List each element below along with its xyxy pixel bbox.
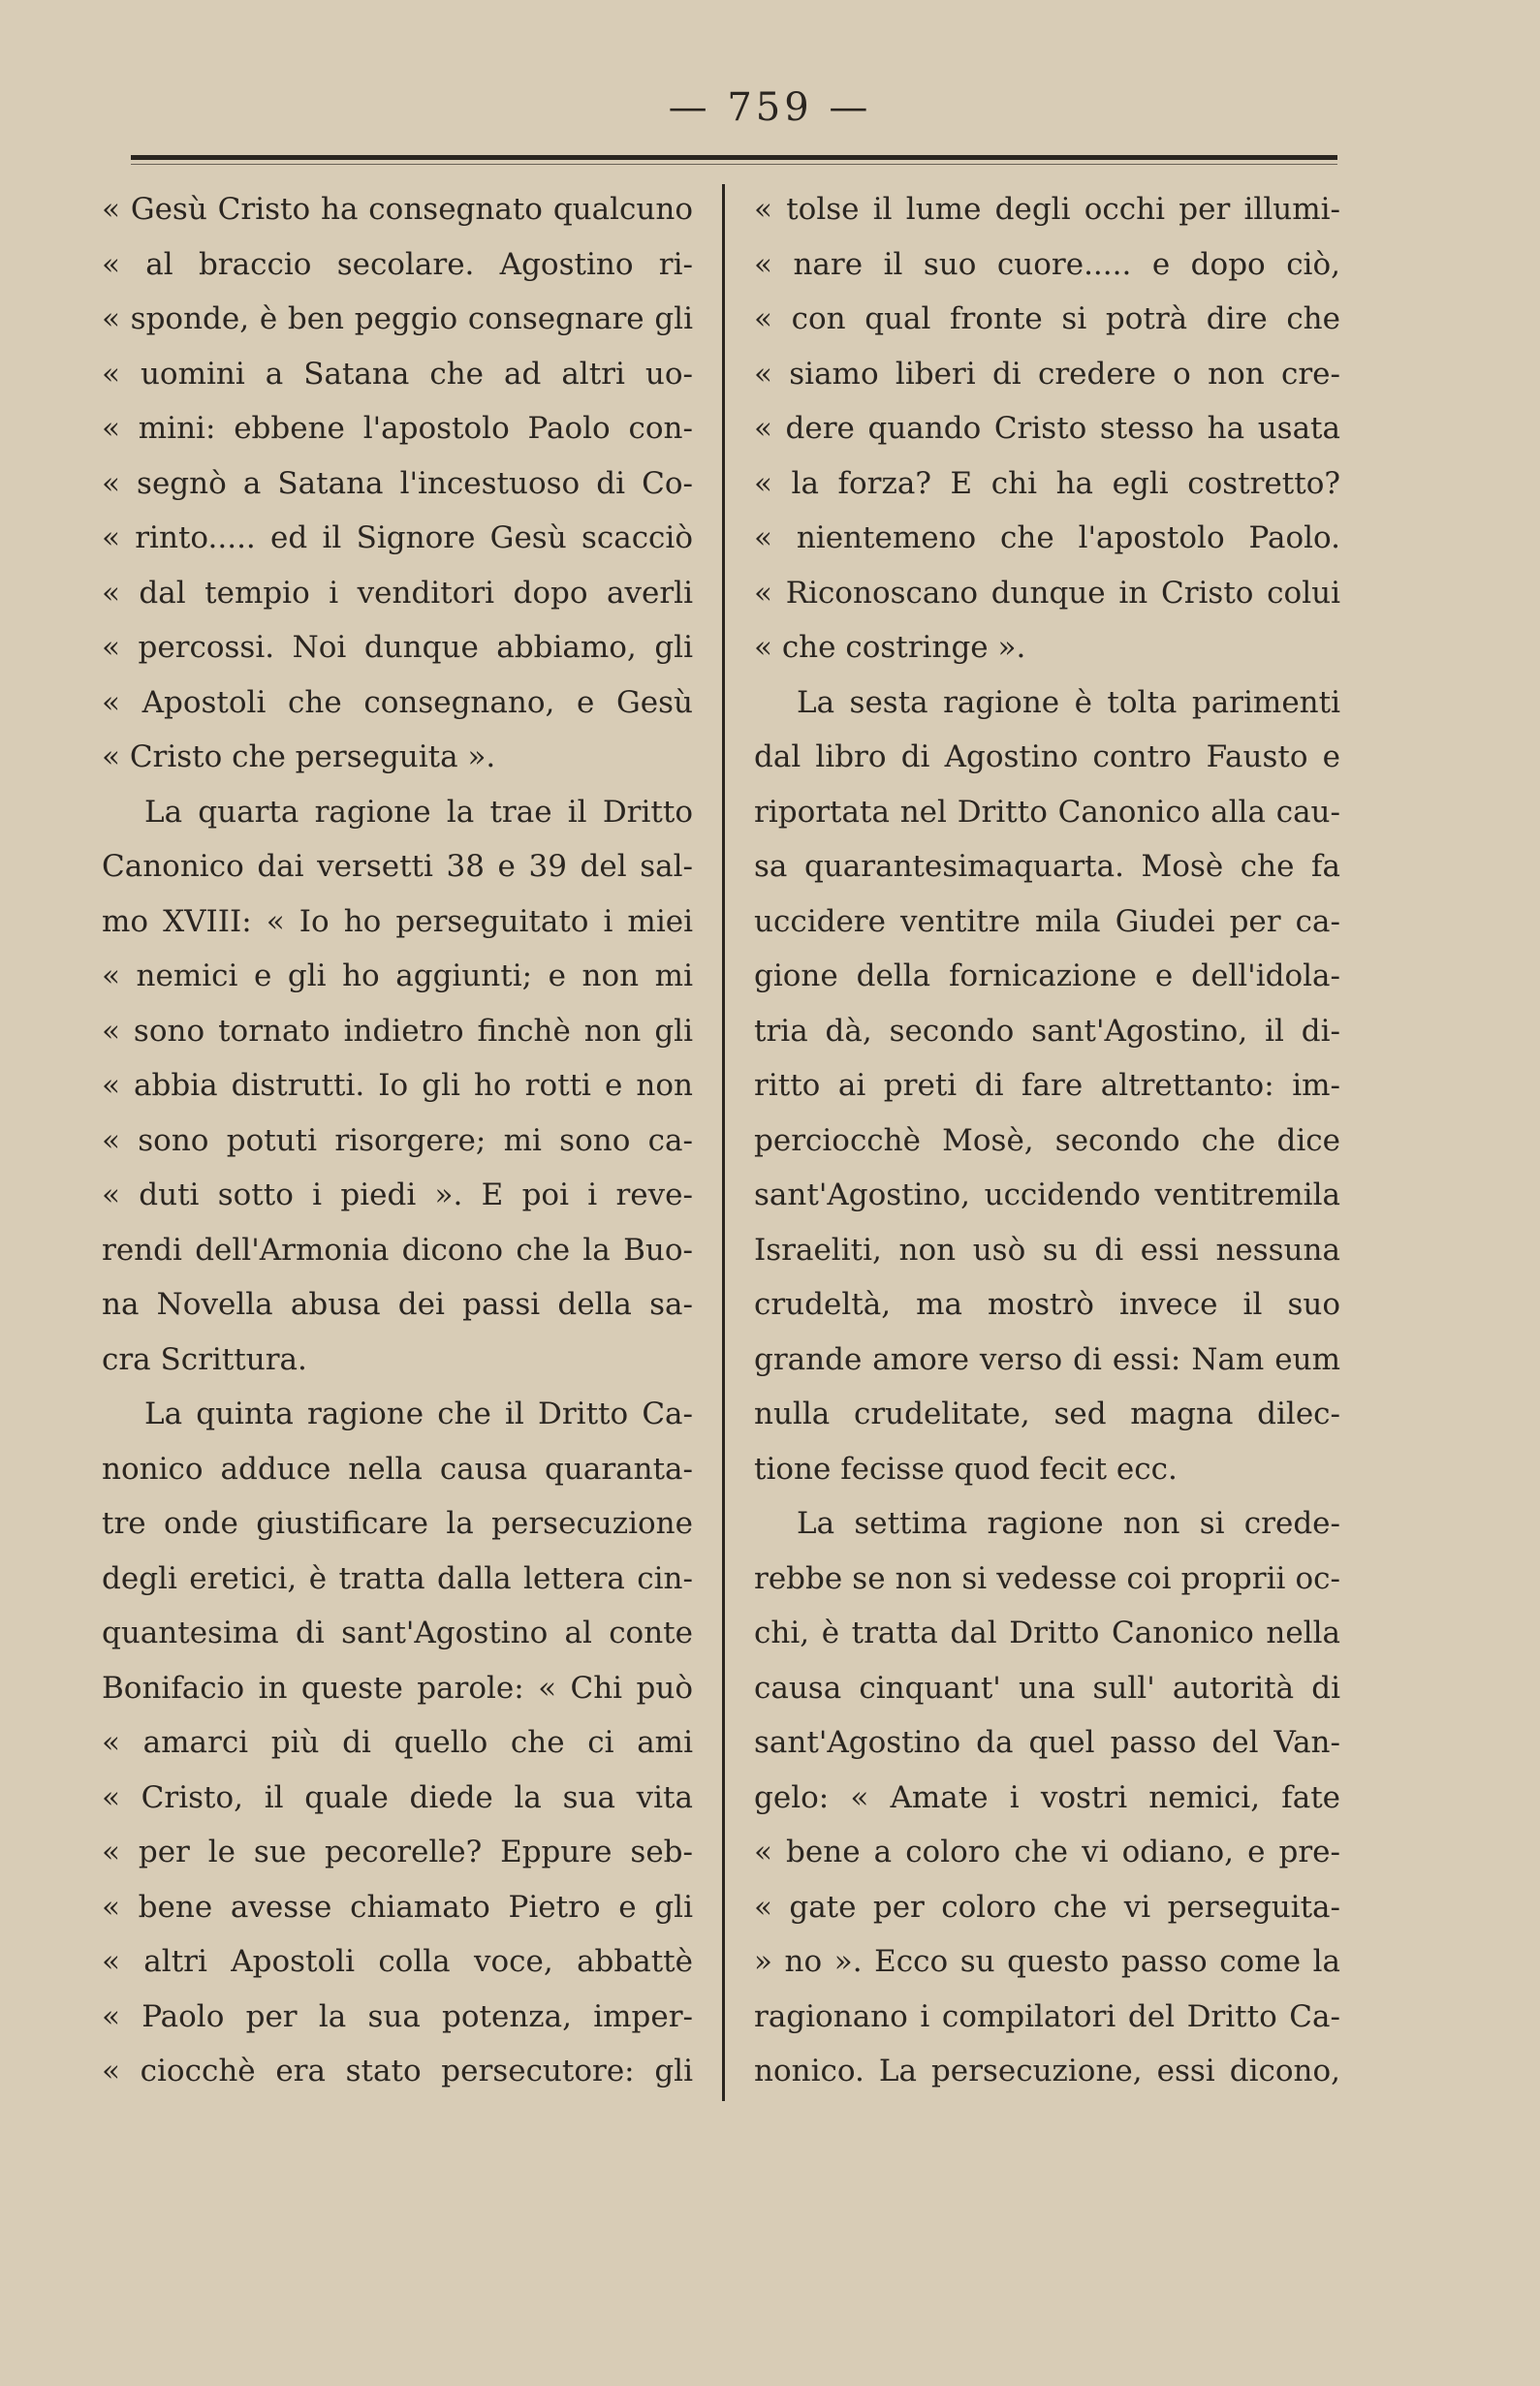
header-rule-thin (131, 164, 1337, 165)
text-line: « percossi. Noi dunque abbiamo, gli (102, 630, 693, 665)
text-line: « ciocchè era stato persecutore: gli (102, 2054, 693, 2088)
text-line: « abbia distrutti. Io gli ho rotti e non (102, 1068, 693, 1103)
text-line: « bene avesse chiamato Pietro e gli (102, 1889, 693, 1925)
text-line: tria dà, secondo sant'Agostino, il di- (754, 1013, 1340, 1049)
text-line: « sono tornato indietro finchè non gli (102, 1013, 693, 1049)
text-line: « nemici e gli ho aggiunti; e non mi (102, 958, 693, 993)
text-line: rendi dell'Armonia dicono che la Buo- (102, 1232, 693, 1268)
text-line: « amarci più di quello che ci ami (102, 1725, 693, 1760)
text-line: grande amore verso di essi: Nam eum (754, 1341, 1340, 1377)
text-line: La sesta ragione è tolta parimenti (797, 684, 1340, 720)
text-line: « altri Apostoli colla voce, abbattè (102, 1944, 693, 1979)
text-line: sant'Agostino, uccidendo ventitremila (754, 1177, 1340, 1212)
text-line: « Gesù Cristo ha consegnato qualcuno (102, 192, 693, 227)
text-line: gione della fornicazione e dell'idola- (754, 958, 1340, 993)
right-column (754, 182, 1340, 2099)
text-line: dal libro di Agostino contro Fausto e (754, 739, 1340, 774)
text-line: perciocchè Mosè, secondo che dice (754, 1122, 1340, 1158)
text-line: sa quarantesimaquarta. Mosè che fa (754, 849, 1340, 884)
page-number: — 759 — (668, 85, 872, 130)
text-line: chi, è tratta dal Dritto Canonico nella (754, 1616, 1340, 1650)
text-line: rebbe se non si vedesse coi proprii oc- (754, 1560, 1340, 1596)
text-line: mo XVIII: « Io ho perseguitato i miei (102, 903, 693, 939)
text-line: quantesima di sant'Agostino al conte (102, 1616, 693, 1650)
text-line: ritto ai preti di fare altrettanto: im- (754, 1068, 1340, 1103)
text-line: « gate per coloro che vi perseguita- (754, 1889, 1340, 1925)
text-line: « Paolo per la sua potenza, imper- (102, 1998, 693, 2034)
text-line: « bene a coloro che vi odiano, e pre- (754, 1835, 1340, 1869)
text-line: « Riconoscano dunque in Cristo colui (754, 575, 1340, 611)
text-line: Canonico dai versetti 38 e 39 del sal- (102, 849, 693, 884)
text-line: Israeliti, non usò su di essi nessuna (754, 1232, 1340, 1268)
text-line: gelo: « Amate i vostri nemici, fate (754, 1779, 1340, 1815)
text-line: « nare il suo cuore..... e dopo ciò, (754, 246, 1340, 282)
text-line: « sono potuti risorgere; mi sono ca- (102, 1122, 693, 1158)
text-line: ragionano i compilatori del Dritto Ca- (754, 1998, 1340, 2034)
text-line: causa cinquant' una sull' autorità di (754, 1670, 1340, 1706)
text-line: « Apostoli che consegnano, e Gesù (102, 684, 693, 720)
text-line: La settima ragione non si crede- (797, 1506, 1340, 1541)
text-line: « Cristo, il quale diede la sua vita (102, 1779, 693, 1815)
text-line: nulla crudelitate, sed magna dilec- (754, 1397, 1340, 1431)
text-line: « la forza? E chi ha egli costretto? (754, 465, 1340, 501)
text-line: Bonifacio in queste parole: « Chi può (102, 1670, 693, 1706)
text-line: » no ». Ecco su questo passo come la (754, 1944, 1340, 1979)
text-line: La quarta ragione la trae il Dritto (144, 794, 693, 830)
text-line: La quinta ragione che il Dritto Ca- (144, 1397, 693, 1431)
text-line: cra Scrittura. (102, 1341, 307, 1377)
text-line: degli eretici, è tratta dalla lettera cin- (102, 1560, 693, 1596)
text-line: « dere quando Cristo stesso ha usata (754, 411, 1340, 446)
text-line: sant'Agostino da quel passo del Van- (754, 1725, 1340, 1760)
text-line: uccidere ventitre mila Giudei per ca- (754, 903, 1340, 939)
text-line: « segnò a Satana l'incestuoso di Co- (102, 465, 693, 501)
text-line: « rinto..... ed il Signore Gesù scacciò (102, 520, 693, 555)
text-line: « che costringe ». (754, 630, 1026, 665)
text-line: tre onde giustificare la persecuzione (102, 1506, 693, 1541)
text-line: crudeltà, ma mostrò invece il suo (754, 1287, 1340, 1322)
left-column (102, 182, 693, 2099)
text-line: na Novella abusa dei passi della sa- (102, 1287, 693, 1322)
text-line: riportata nel Dritto Canonico alla cau- (754, 794, 1340, 830)
text-line: « duti sotto i piedi ». E poi i reve- (102, 1177, 693, 1212)
text-line: « uomini a Satana che ad altri uo- (102, 356, 693, 392)
text-line: tione fecisse quod fecit ecc. (754, 1451, 1178, 1487)
text-line: « Cristo che perseguita ». (102, 739, 496, 774)
text-line: « al braccio secolare. Agostino ri- (102, 246, 693, 282)
text-line: nonico. La persecuzione, essi dicono, (754, 2054, 1340, 2088)
text-line: « dal tempio i venditori dopo averli (102, 575, 693, 611)
text-line: « per le sue pecorelle? Eppure seb- (102, 1835, 693, 1869)
text-line: « con qual fronte si potrà dire che (754, 301, 1340, 336)
text-line: « sponde, è ben peggio consegnare gli (102, 301, 693, 336)
text-line: « mini: ebbene l'apostolo Paolo con- (102, 411, 693, 446)
text-line: « tolse il lume degli occhi per illumi- (754, 192, 1340, 227)
text-line: nonico adduce nella causa quaranta- (102, 1451, 693, 1487)
header-rule (131, 155, 1337, 160)
column-divider (722, 184, 725, 2101)
text-line: « siamo liberi di credere o non cre- (754, 356, 1340, 392)
text-line: « nientemeno che l'apostolo Paolo. (754, 520, 1340, 555)
